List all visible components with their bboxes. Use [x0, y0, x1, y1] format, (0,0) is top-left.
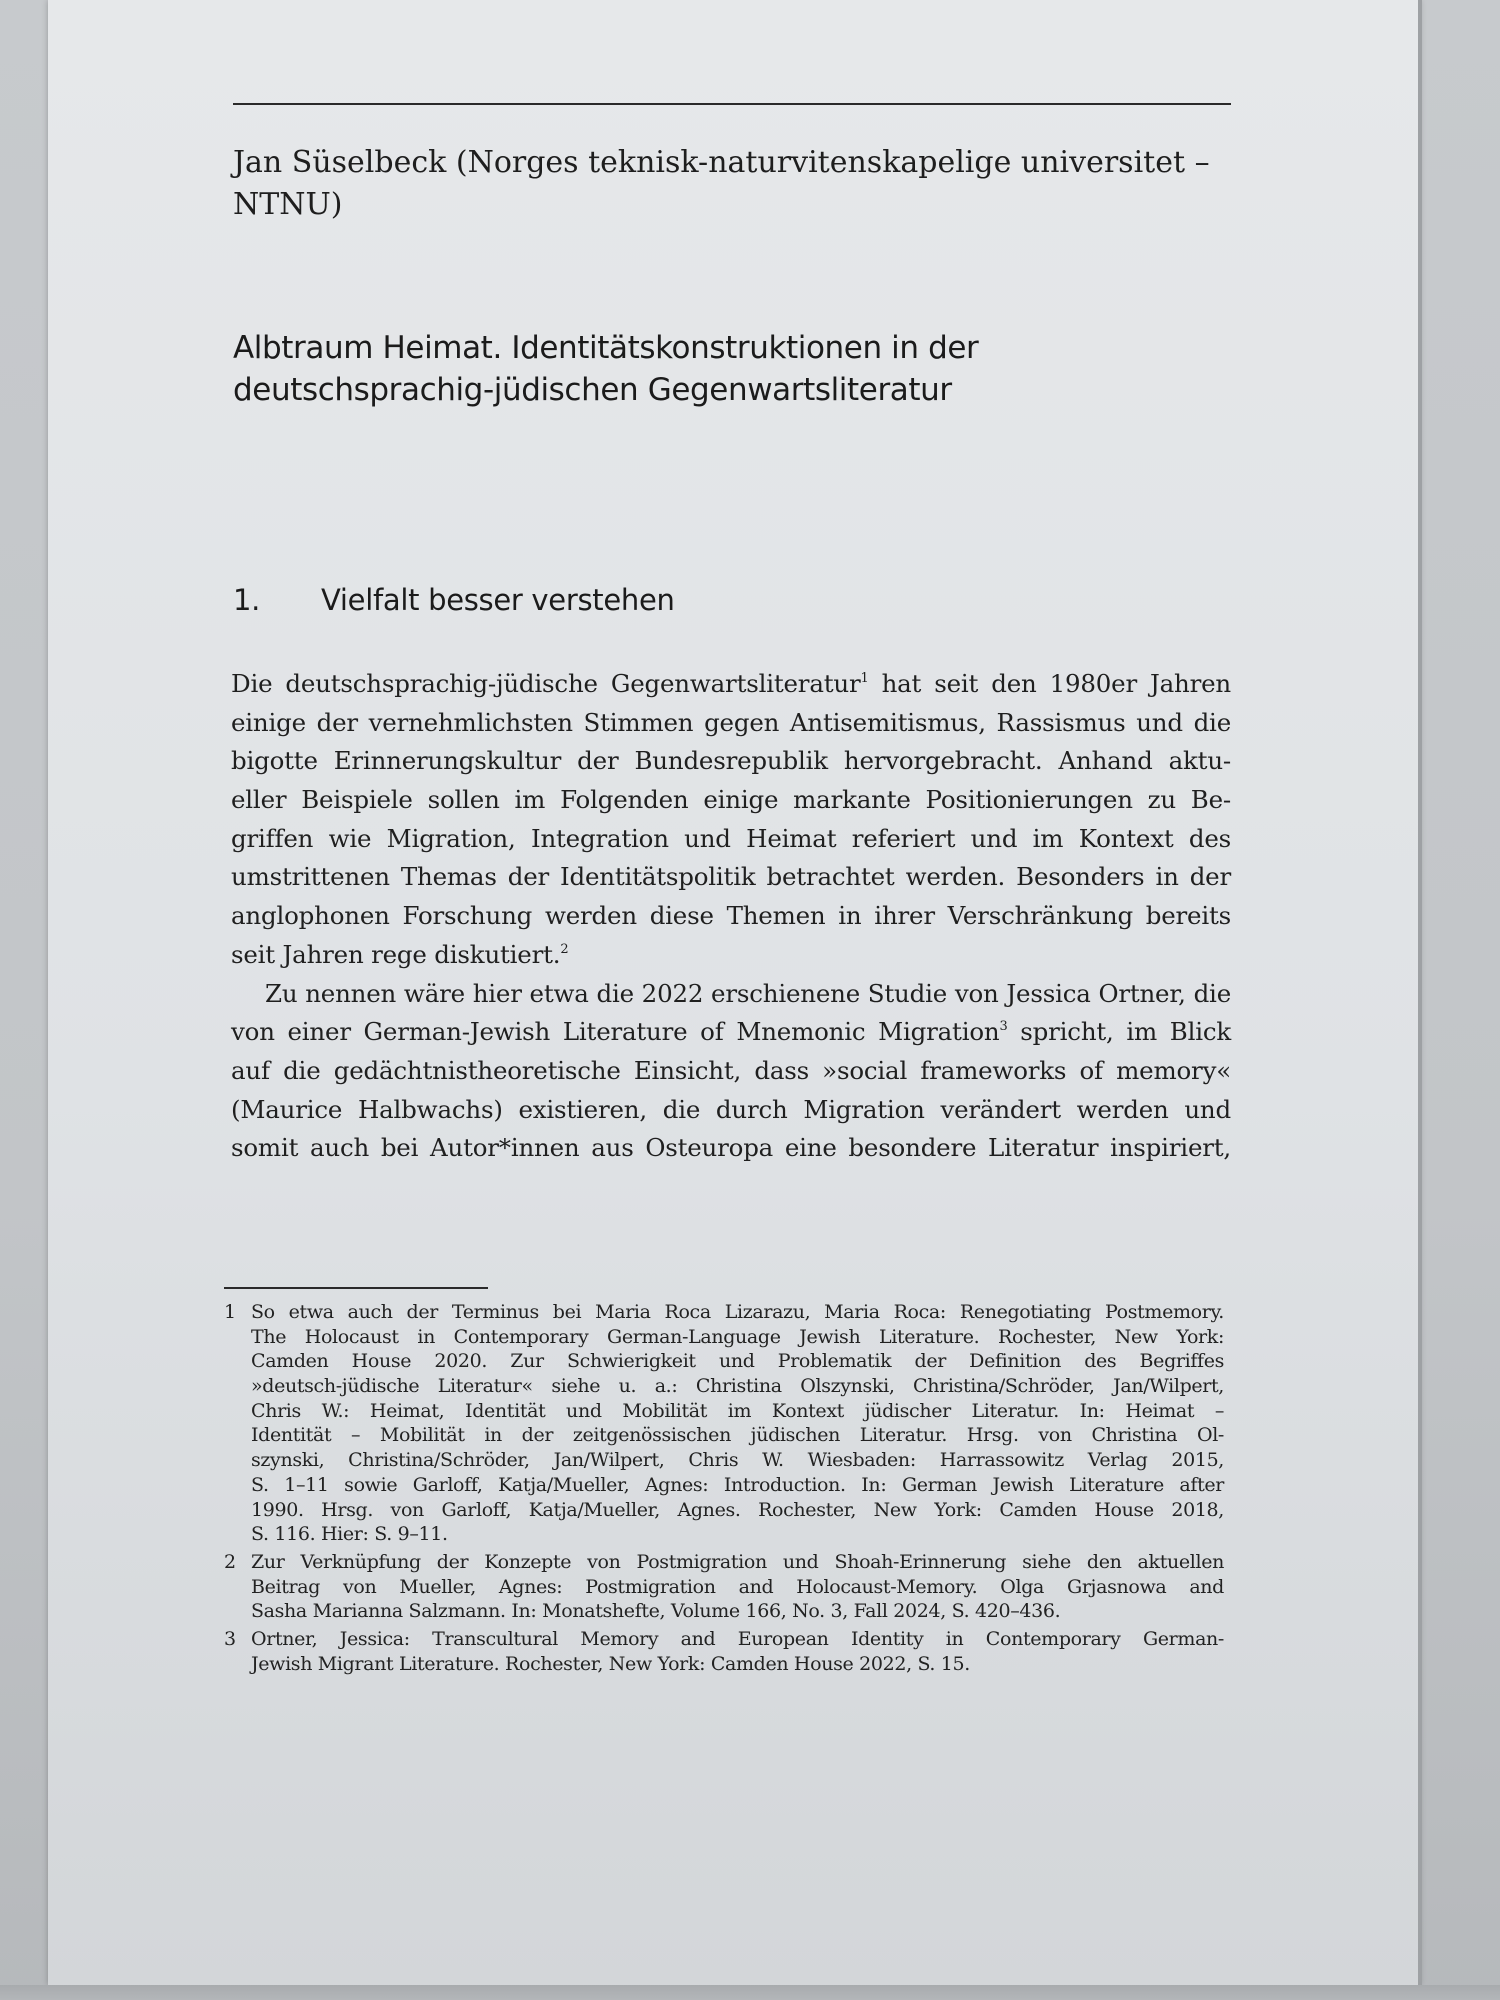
footnote-number: 2	[224, 1550, 237, 1573]
author-line-1: Jan Süselbeck (Norges teknisk-naturvitenskapelige universitet –	[233, 145, 1210, 180]
footnote-2	[224, 1550, 1224, 1624]
text-run: von einer German-Jewish Literature of Mnemonic Migration	[231, 1017, 1000, 1047]
author-line-2: NTNU)	[233, 187, 343, 222]
body-line: Zu nennen wäre hier etwa die 2022 erschienene Studie von Jessica Ortner, die	[265, 978, 1231, 1008]
text-run: Die deutschsprachig-jüdische Gegenwartsliteratur	[231, 669, 861, 698]
body-line: eller Beispiele sollen im Folgenden einige markante Positionierungen zu Be-	[231, 785, 1231, 815]
body-line: auf die gedächtnistheoretische Einsicht, dass »social frameworks of memory«	[231, 1055, 1231, 1085]
title-line-1: Albtraum Heimat. Identitätskonstruktionen in der	[233, 330, 979, 366]
title-line-2: deutschsprachig-jüdischen Gegenwartsliteratur	[233, 372, 952, 408]
footnotes	[224, 1300, 1224, 1679]
header-rule	[233, 103, 1231, 105]
footnote-ref-3[interactable]: 3	[999, 1019, 1008, 1035]
footnote-line: 1990. Hrsg. von Garloff, Katja/Mueller, Agnes. Rochester, New York: Camden House 2018,	[251, 1498, 1224, 1521]
section-title: Vielfalt besser verstehen	[321, 583, 675, 617]
article-title	[233, 327, 1233, 411]
body-line	[231, 665, 1231, 704]
page-edge-shadow	[1418, 0, 1422, 1985]
footnote-line: S. 116. Hier: S. 9–11.	[251, 1523, 448, 1546]
footnote-rule	[224, 1287, 488, 1289]
body-line	[231, 936, 1231, 975]
body-line: bigotte Erinnerungskultur der Bundesrepublik hervorgebracht. Anhand aktu-	[231, 746, 1231, 776]
footnote-line: »deutsch-jüdische Literatur« siehe u. a.: Christina Olszynski, Christina/Schröder, Jan/Wilpert,	[251, 1375, 1224, 1398]
text-run: hat seit den 1980er Jahren	[868, 669, 1231, 698]
body-line: (Maurice Halbwachs) existieren, die durch Migration verändert werden und	[231, 1094, 1231, 1124]
body-text	[231, 665, 1231, 1168]
body-line: griffen wie Migration, Integration und Heimat referiert und im Kontext des	[231, 823, 1231, 853]
footnote-line: S. 1–11 sowie Garloff, Katja/Mueller, Agnes: Introduction. In: German Jewish Literature after	[251, 1473, 1224, 1496]
body-line	[231, 1013, 1231, 1052]
body-line: einige der vernehmlichsten Stimmen gegen Antisemitismus, Rassismus und die	[231, 707, 1231, 737]
footnote-number: 3	[224, 1627, 237, 1650]
body-line: somit auch bei Autor*innen aus Osteuropa eine besondere Literatur inspiriert,	[231, 1133, 1231, 1163]
footnote-line: Chris W.: Heimat, Identität und Mobilität im Kontext jüdischer Literatur. In: Heimat –	[251, 1399, 1224, 1422]
footnote-line: Camden House 2020. Zur Schwierigkeit und Problematik der Definition des Begriffes	[251, 1350, 1224, 1373]
footnote-number: 1	[224, 1301, 237, 1323]
text-run: spricht, im Blick	[1007, 1017, 1232, 1047]
footnote-ref-1[interactable]: 1	[860, 671, 869, 686]
body-line: anglophonen Forschung werden diese Themen in ihrer Verschränkung bereits	[231, 901, 1231, 931]
footnote-ref-2[interactable]: 2	[560, 941, 569, 957]
footnote-line: Sasha Marianna Salzmann. In: Monatshefte, Volume 166, No. 3, Fall 2024, S. 420–436.	[251, 1600, 1061, 1623]
footnote-line: So etwa auch der Terminus bei Maria Roca Lizarazu, Maria Roca: Renegotiating Postmemory.	[251, 1301, 1224, 1323]
footnote-3	[224, 1627, 1224, 1676]
footnote-line: Beitrag von Mueller, Agnes: Postmigration and Holocaust-Memory. Olga Grjasnowa and	[251, 1575, 1224, 1598]
text-run: seit Jahren rege diskutiert.	[231, 939, 561, 969]
monitor-bottom-bezel	[0, 1985, 1500, 2000]
footnote-line: Zur Verknüpfung der Konzepte von Postmigration und Shoah-Erinnerung siehe den aktuellen	[251, 1550, 1224, 1573]
footnote-line: Ortner, Jessica: Transcultural Memory and European Identity in Contemporary German-	[251, 1627, 1224, 1650]
author-affiliation	[233, 142, 1233, 226]
footnote-1	[224, 1300, 1224, 1547]
footnote-line: Identität – Mobilität in der zeitgenössischen jüdischen Literatur. Hrsg. von Christina Ol-	[251, 1424, 1224, 1447]
body-line: umstrittenen Themas der Identitätspolitik betrachtet werden. Besonders in der	[231, 862, 1231, 892]
section-heading	[233, 580, 1233, 620]
footnote-line: szynski, Christina/Schröder, Jan/Wilpert, Chris W. Wiesbaden: Harrassowitz Verlag 2015,	[251, 1449, 1224, 1472]
footnote-line: The Holocaust in Contemporary German-Language Jewish Literature. Rochester, New York:	[251, 1325, 1224, 1348]
section-number: 1.	[233, 583, 261, 617]
footnote-line: Jewish Migrant Literature. Rochester, New York: Camden House 2022, S. 15.	[251, 1652, 970, 1675]
